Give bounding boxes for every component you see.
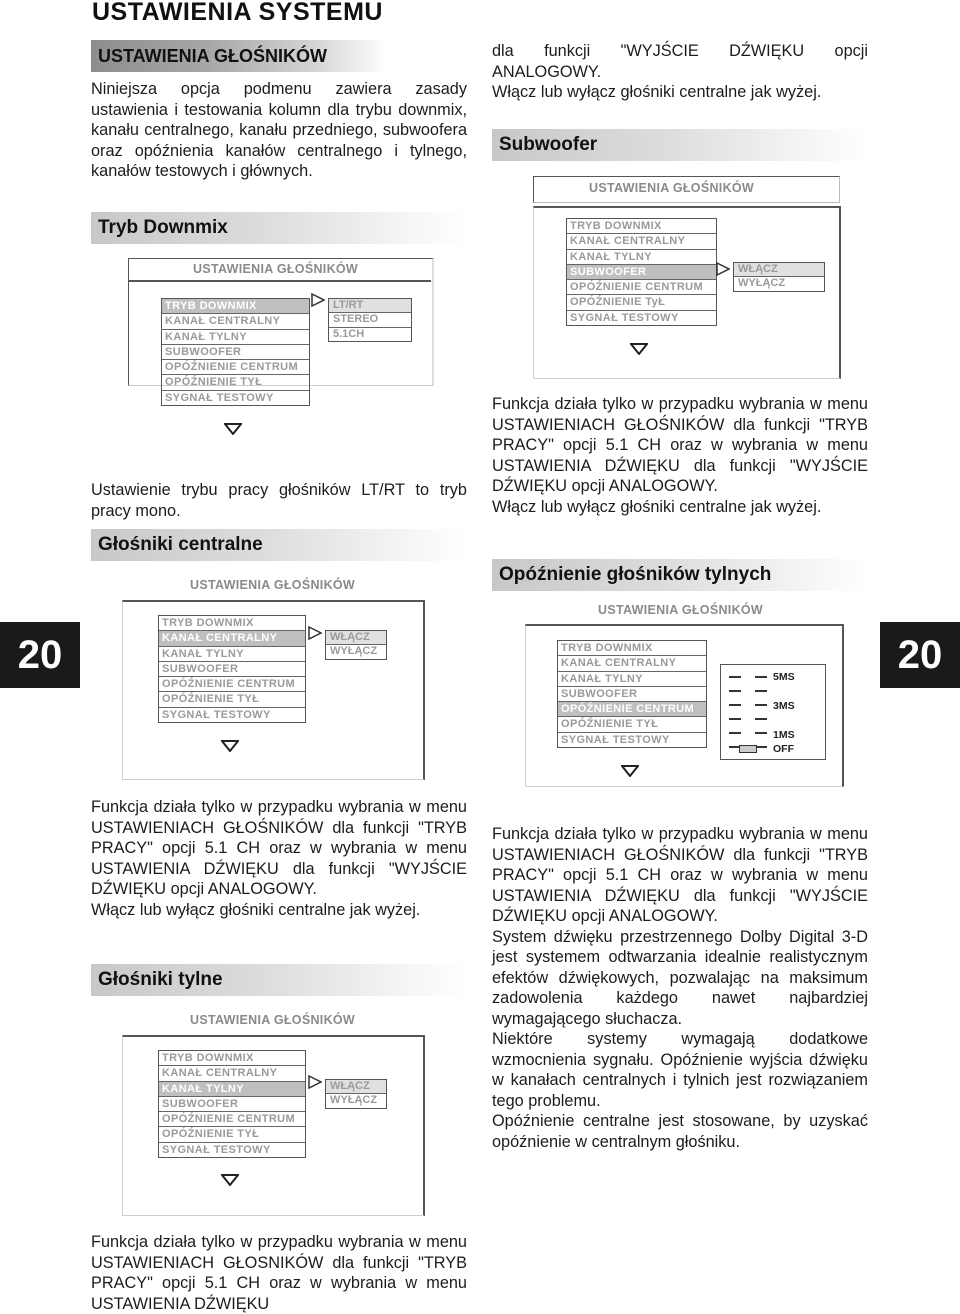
page-number-right: 20 <box>880 622 960 688</box>
subwoofer-text-1: Funkcja działa tylko w przypadku wybrania w menu USTAWIENIACH GŁOŚNIKÓW dla funkcji "TRYB PRACY" opcji 5.1 CH oraz w wybrania w menu USTAWIENIA DŹWIĘKU dla funkcji "WYJŚCIE DŹWIĘKU opcji ANALOGOWY. <box>492 395 868 495</box>
level-off: OFF <box>773 743 794 755</box>
rear-delay-text-4: Opóźnienie centralne jest stosowane, by uzyskać opóźnienie w centralnym głośniku. <box>492 1112 868 1151</box>
arrow-down-icon <box>621 765 639 777</box>
option-wylacz[interactable]: WYŁĄCZ <box>330 645 378 658</box>
menu-item-sygnal-testowy[interactable]: SYGNAŁ TESTOWY <box>162 1143 271 1156</box>
downmix-text: Ustawienie trybu pracy głośników LT/RT to tryb pracy mono. <box>91 481 467 520</box>
option-5-1ch[interactable]: 5.1CH <box>333 327 365 340</box>
rear-paragraph <box>91 1232 467 1314</box>
arrow-right-icon <box>716 262 730 276</box>
menu-item-sygnal-testowy[interactable]: SYGNAŁ TESTOWY <box>165 391 274 404</box>
menu-item-opoznienie-centrum[interactable]: OPÓŹNIENIE CENTRUM <box>558 702 706 717</box>
menu-item-opoznienie-tyl[interactable]: OPÓŹNIENIE TYŁ <box>159 692 305 707</box>
menu-item-opoznienie-centrum[interactable]: OPÓŹNIENIE CENTRUM <box>567 280 716 295</box>
heading-rear-delay <box>492 559 869 591</box>
menu-item-opoznienie-tyl[interactable]: OPÓŹNIENIE TYŁ <box>558 717 706 732</box>
menu-item-kanal-centralny[interactable]: KANAŁ CENTRALNY <box>159 1066 305 1081</box>
heading-center-speakers <box>91 529 468 561</box>
option-wlacz[interactable]: WŁĄCZ <box>734 263 824 277</box>
menu-item-subwoofer[interactable]: SUBWOOFER <box>567 265 716 280</box>
menu-item-kanal-centralny[interactable]: KANAŁ CENTRALNY <box>567 234 716 249</box>
option-lt-rt[interactable]: LT/RT <box>329 299 411 313</box>
option-list <box>325 630 387 660</box>
menu-title: USTAWIENIA GŁOŚNIKÓW <box>190 578 356 592</box>
menu-item-opoznienie-tyl[interactable]: OPÓŹNIENIE TYŁ <box>159 1127 305 1142</box>
menu-item-list <box>158 615 306 723</box>
menu-item-kanal-tylny[interactable]: KANAŁ TYLNY <box>162 330 309 345</box>
menu-title: USTAWIENIA GŁOŚNIKÓW <box>193 262 359 276</box>
arrow-right-icon <box>308 1075 322 1089</box>
heading-rear-speakers <box>91 964 468 996</box>
menu-item-subwoofer[interactable]: SUBWOOFER <box>162 345 309 360</box>
rear-text: Funkcja działa tylko w przypadku wybrania w menu USTAWIENIACH GŁOSNIKÓW dla funkcji "TRYB PRACY" opcji 5.1 CH oraz w wybrania w menu USTAWIENIA DŹWIĘKU <box>91 1233 467 1313</box>
menu-item-opoznienie-centrum[interactable]: OPÓŹNIENIE CENTRUM <box>162 360 309 375</box>
menu-item-subwoofer[interactable]: SUBWOOFER <box>159 662 305 677</box>
option-wlacz[interactable]: WŁĄCZ <box>326 1080 386 1094</box>
center-paragraph <box>91 797 467 920</box>
heading-subwoofer <box>492 129 869 161</box>
menu-item-opoznienie-tyl[interactable]: OPÓŹNIENIE TYŁ <box>162 375 309 390</box>
level-1ms: 1MS <box>773 729 795 741</box>
arrow-down-icon <box>630 343 648 355</box>
arrow-right-icon <box>308 626 322 640</box>
heading-rear-delay-label: Opóźnienie głośników tylnych <box>499 564 772 585</box>
option-wlacz[interactable]: WŁĄCZ <box>326 631 386 645</box>
arrow-right-icon <box>311 293 325 307</box>
option-wylacz[interactable]: WYŁĄCZ <box>330 1094 378 1107</box>
arrow-down-icon <box>224 423 242 435</box>
menu-item-opoznienie-tyl[interactable]: OPÓŹNIENIE TyŁ <box>567 295 716 310</box>
arrow-down-icon <box>221 740 239 752</box>
heading-downmix-label: Tryb Downmix <box>98 217 228 238</box>
rear-delay-text-2: System dźwięku przestrzennego Dolby Digital 3-D jest systemem odtwarzania idealnie realistycznym efektów dźwiękowych, pozwalając na maksimum zadowolenia każdego nawet najbardziej wymagającego słuchacza. <box>492 927 868 1028</box>
downmix-paragraph <box>91 480 467 521</box>
menu-item-sygnal-testowy[interactable]: SYGNAŁ TESTOWY <box>162 708 271 721</box>
intro-text: Niniejsza opcja podmenu zawiera zasady ustawienia i testowania kolumn dla trybu downmix, kanału centralnego, kanału przedniego, subwoofera oraz opóźnienia kanałów centralnego i tylnego, kanałów testowych i głównych. <box>91 80 467 180</box>
menu-item-kanal-tylny[interactable]: KANAŁ TYLNY <box>558 672 706 687</box>
heading-downmix <box>91 212 468 244</box>
rear-delay-paragraph <box>492 824 868 1152</box>
right-top-paragraph <box>492 41 868 103</box>
option-list <box>328 298 412 342</box>
page-number-left: 20 <box>0 622 80 688</box>
heading-rear-label: Głośniki tylne <box>98 969 223 990</box>
menu-item-tryb-downmix[interactable]: TRYB DOWNMIX <box>162 299 309 314</box>
menu-item-kanal-centralny[interactable]: KANAŁ CENTRALNY <box>159 631 305 646</box>
menu-title: USTAWIENIA GŁOŚNIKÓW <box>598 603 764 617</box>
subwoofer-text-2: Włącz lub wyłącz głośniki centralne jak wyżej. <box>492 497 822 516</box>
menu-item-kanal-centralny[interactable]: KANAŁ CENTRALNY <box>162 314 309 329</box>
option-list <box>325 1079 387 1109</box>
menu-item-kanal-tylny[interactable]: KANAŁ TYLNY <box>159 647 305 662</box>
menu-item-list <box>161 298 310 406</box>
subwoofer-paragraph <box>492 394 868 517</box>
menu-item-list <box>557 640 707 748</box>
right-top-text-1: dla funkcji "WYJŚCIE DŹWIĘKU opcji ANALOGOWY. <box>492 42 868 81</box>
right-top-text-2: Włącz lub wyłącz głośniki centralne jak wyżej. <box>492 83 822 101</box>
menu-item-sygnal-testowy[interactable]: SYGNAŁ TESTOWY <box>570 311 679 324</box>
level-5ms: 5MS <box>773 671 795 683</box>
menu-item-tryb-downmix[interactable]: TRYB DOWNMIX <box>558 641 706 656</box>
menu-item-list <box>566 218 717 326</box>
option-list <box>733 262 825 292</box>
menu-item-kanal-tylny[interactable]: KANAŁ TYLNY <box>567 250 716 265</box>
option-wylacz[interactable]: WYŁĄCZ <box>738 277 786 290</box>
section-heading-speakers <box>91 40 388 72</box>
heading-subwoofer-label: Subwoofer <box>499 134 598 155</box>
menu-item-list <box>158 1050 306 1158</box>
heading-center-label: Głośniki centralne <box>98 534 263 555</box>
delay-slider[interactable] <box>720 664 826 760</box>
intro-paragraph <box>91 79 467 182</box>
arrow-down-icon <box>221 1174 239 1186</box>
menu-item-kanal-centralny[interactable]: KANAŁ CENTRALNY <box>558 656 706 671</box>
menu-item-subwoofer[interactable]: SUBWOOFER <box>558 687 706 702</box>
menu-item-opoznienie-centrum[interactable]: OPÓŹNIENIE CENTRUM <box>159 677 305 692</box>
rear-delay-text-1: Funkcja działa tylko w przypadku wybrania w menu USTAWIENIACH GŁOŚNIKÓW dla funkcji "TRYB PRACY" opcji 5.1 CH oraz w wybrania w menu USTAWIENIA DŹWIĘKU dla funkcji "WYJŚCIE DŹWIĘKU opcji ANALOGOWY. <box>492 825 868 925</box>
rear-delay-text-3: Niektóre systemy wymagają dodatkowe wzmocnienia sygnału. Opóźnienie wyjścia dźwięku w kanałach centralnych i tylnich jest rozwiązaniem tego problemu. <box>492 1030 868 1110</box>
menu-title: USTAWIENIA GŁOŚNIKÓW <box>190 1013 356 1027</box>
menu-item-tryb-downmix[interactable]: TRYB DOWNMIX <box>159 1051 305 1066</box>
center-text-1: Funkcja działa tylko w przypadku wybrania w menu USTAWIENIACH GŁOŚNIKÓW dla funkcji "TRYB PRACY" opcji 5.1 CH oraz w wybrania w menu USTAWIENIA DŹWIĘKU dla funkcji "WYJŚCIE DŹWIĘKU opcji ANALOGOWY. <box>91 798 467 898</box>
menu-item-tryb-downmix[interactable]: TRYB DOWNMIX <box>567 219 716 234</box>
level-3ms: 3MS <box>773 700 795 712</box>
menu-item-tryb-downmix[interactable]: TRYB DOWNMIX <box>159 616 305 631</box>
section-heading-speakers-label: USTAWIENIA GŁOŚNIKÓW <box>98 46 327 66</box>
option-stereo[interactable]: STEREO <box>329 313 411 327</box>
menu-item-kanal-tylny[interactable]: KANAŁ TYLNY <box>159 1082 305 1097</box>
slider-handle[interactable] <box>739 745 757 753</box>
menu-item-opoznienie-centrum[interactable]: OPÓŹNIENIE CENTRUM <box>159 1112 305 1127</box>
menu-title: USTAWIENIA GŁOŚNIKÓW <box>589 181 755 195</box>
menu-item-subwoofer[interactable]: SUBWOOFER <box>159 1097 305 1112</box>
center-text-2: Włącz lub wyłącz głośniki centralne jak wyżej. <box>91 900 421 919</box>
menu-item-sygnal-testowy[interactable]: SYGNAŁ TESTOWY <box>561 733 670 746</box>
page-title: USTAWIENIA SYSTEMU <box>92 0 383 26</box>
